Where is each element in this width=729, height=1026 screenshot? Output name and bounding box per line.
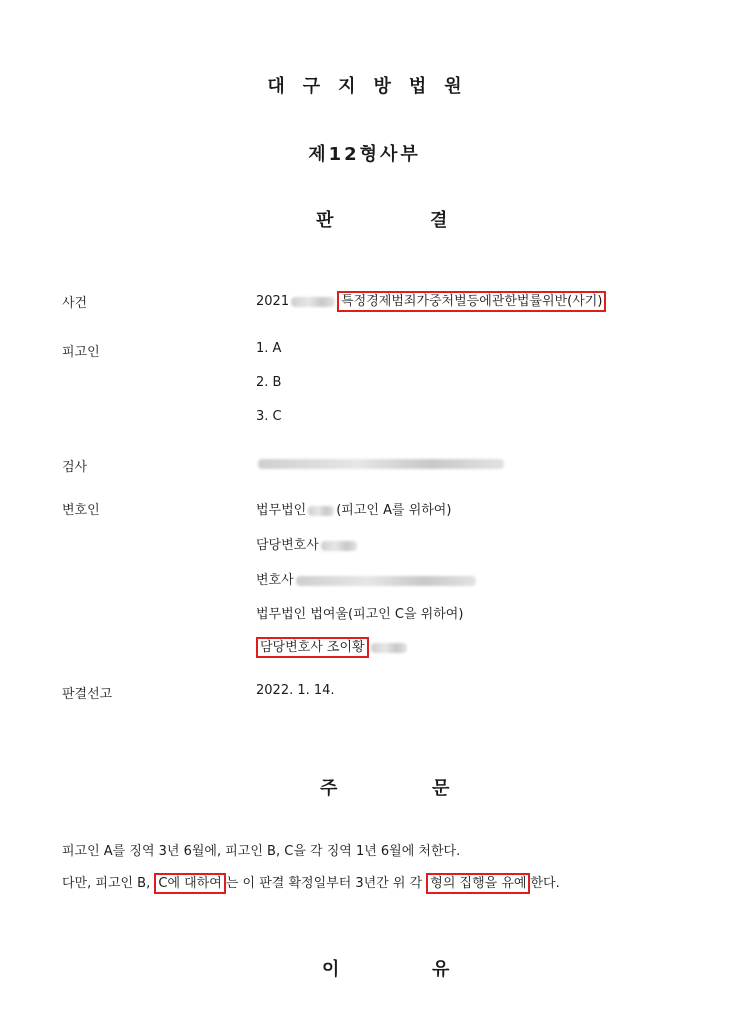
- defendant-item: 2. B: [256, 375, 282, 390]
- order-text: 는 이 판결 확정일부터 3년간 위 각: [225, 876, 427, 891]
- court-char: 원: [444, 76, 462, 97]
- court-char: 방: [373, 76, 391, 97]
- order-heading: [0, 774, 729, 798]
- order-text: 한다.: [530, 876, 560, 891]
- order-line-2: [62, 872, 560, 891]
- judgment-right: 결: [430, 210, 448, 231]
- sentence-date-label: 판결선고: [62, 687, 113, 702]
- judgment-heading: [0, 206, 729, 230]
- counsel-firm2: 법무법인 법여울(피고인 C을 위하여): [256, 607, 464, 622]
- prosecutor-label: 검사: [62, 460, 88, 475]
- court-char: 대: [267, 76, 285, 97]
- order-highlight: C에 대하여: [154, 873, 225, 894]
- defendant-item: 3. C: [256, 409, 282, 424]
- order-text: 다만, 피고인 B,: [62, 876, 155, 891]
- court-char: 지: [338, 76, 356, 97]
- redacted-text: [296, 576, 476, 586]
- firm1-name: 법무법인: [256, 503, 307, 518]
- defendant-item: 1. A: [256, 341, 282, 356]
- order-heading-left: 주: [320, 778, 338, 799]
- reason-heading: [0, 955, 729, 979]
- counsel-label: 변호인: [62, 503, 100, 518]
- defendants-label: 피고인: [62, 345, 100, 360]
- case-value: [256, 290, 606, 309]
- redacted-text: [371, 643, 407, 653]
- redacted-text: [308, 506, 334, 516]
- reason-heading-left: 이: [322, 959, 340, 980]
- prosecutor-value: [256, 456, 506, 471]
- firm1-note: (피고인 A를 위하여): [336, 503, 452, 518]
- case-prefix: 2021: [256, 294, 290, 309]
- sentence-date-value: 2022. 1. 14.: [256, 683, 335, 698]
- court-name: [0, 72, 729, 98]
- judgment-left: 판: [316, 210, 334, 231]
- order-highlight: 형의 집행을 유예: [426, 873, 530, 894]
- lawyer-label: 변호사: [256, 573, 294, 588]
- order-line-1: 피고인 A를 징역 3년 6월에, 피고인 B, C을 각 징역 1년 6월에 처한다.: [62, 844, 461, 859]
- case-label: 사건: [62, 296, 88, 311]
- attorney1-label: 담당변호사: [256, 538, 319, 553]
- redacted-text: [321, 541, 357, 551]
- attorney2-name: 담당변호사 조이황: [256, 637, 369, 658]
- redacted-text: [291, 297, 335, 307]
- counsel-lawyer: [256, 569, 478, 588]
- court-char: 법: [408, 76, 427, 97]
- counsel-firm1: [256, 499, 451, 518]
- court-char: 구: [302, 76, 321, 97]
- division-title: 제12형사부: [308, 144, 421, 165]
- case-title: 특정경제범죄가중처벌등에관한법률위반(사기): [337, 291, 606, 312]
- redacted-text: [258, 459, 504, 469]
- counsel-attorney2: [256, 636, 409, 655]
- order-heading-right: 문: [432, 778, 450, 799]
- reason-heading-right: 유: [432, 959, 450, 980]
- counsel-attorney1: [256, 534, 359, 553]
